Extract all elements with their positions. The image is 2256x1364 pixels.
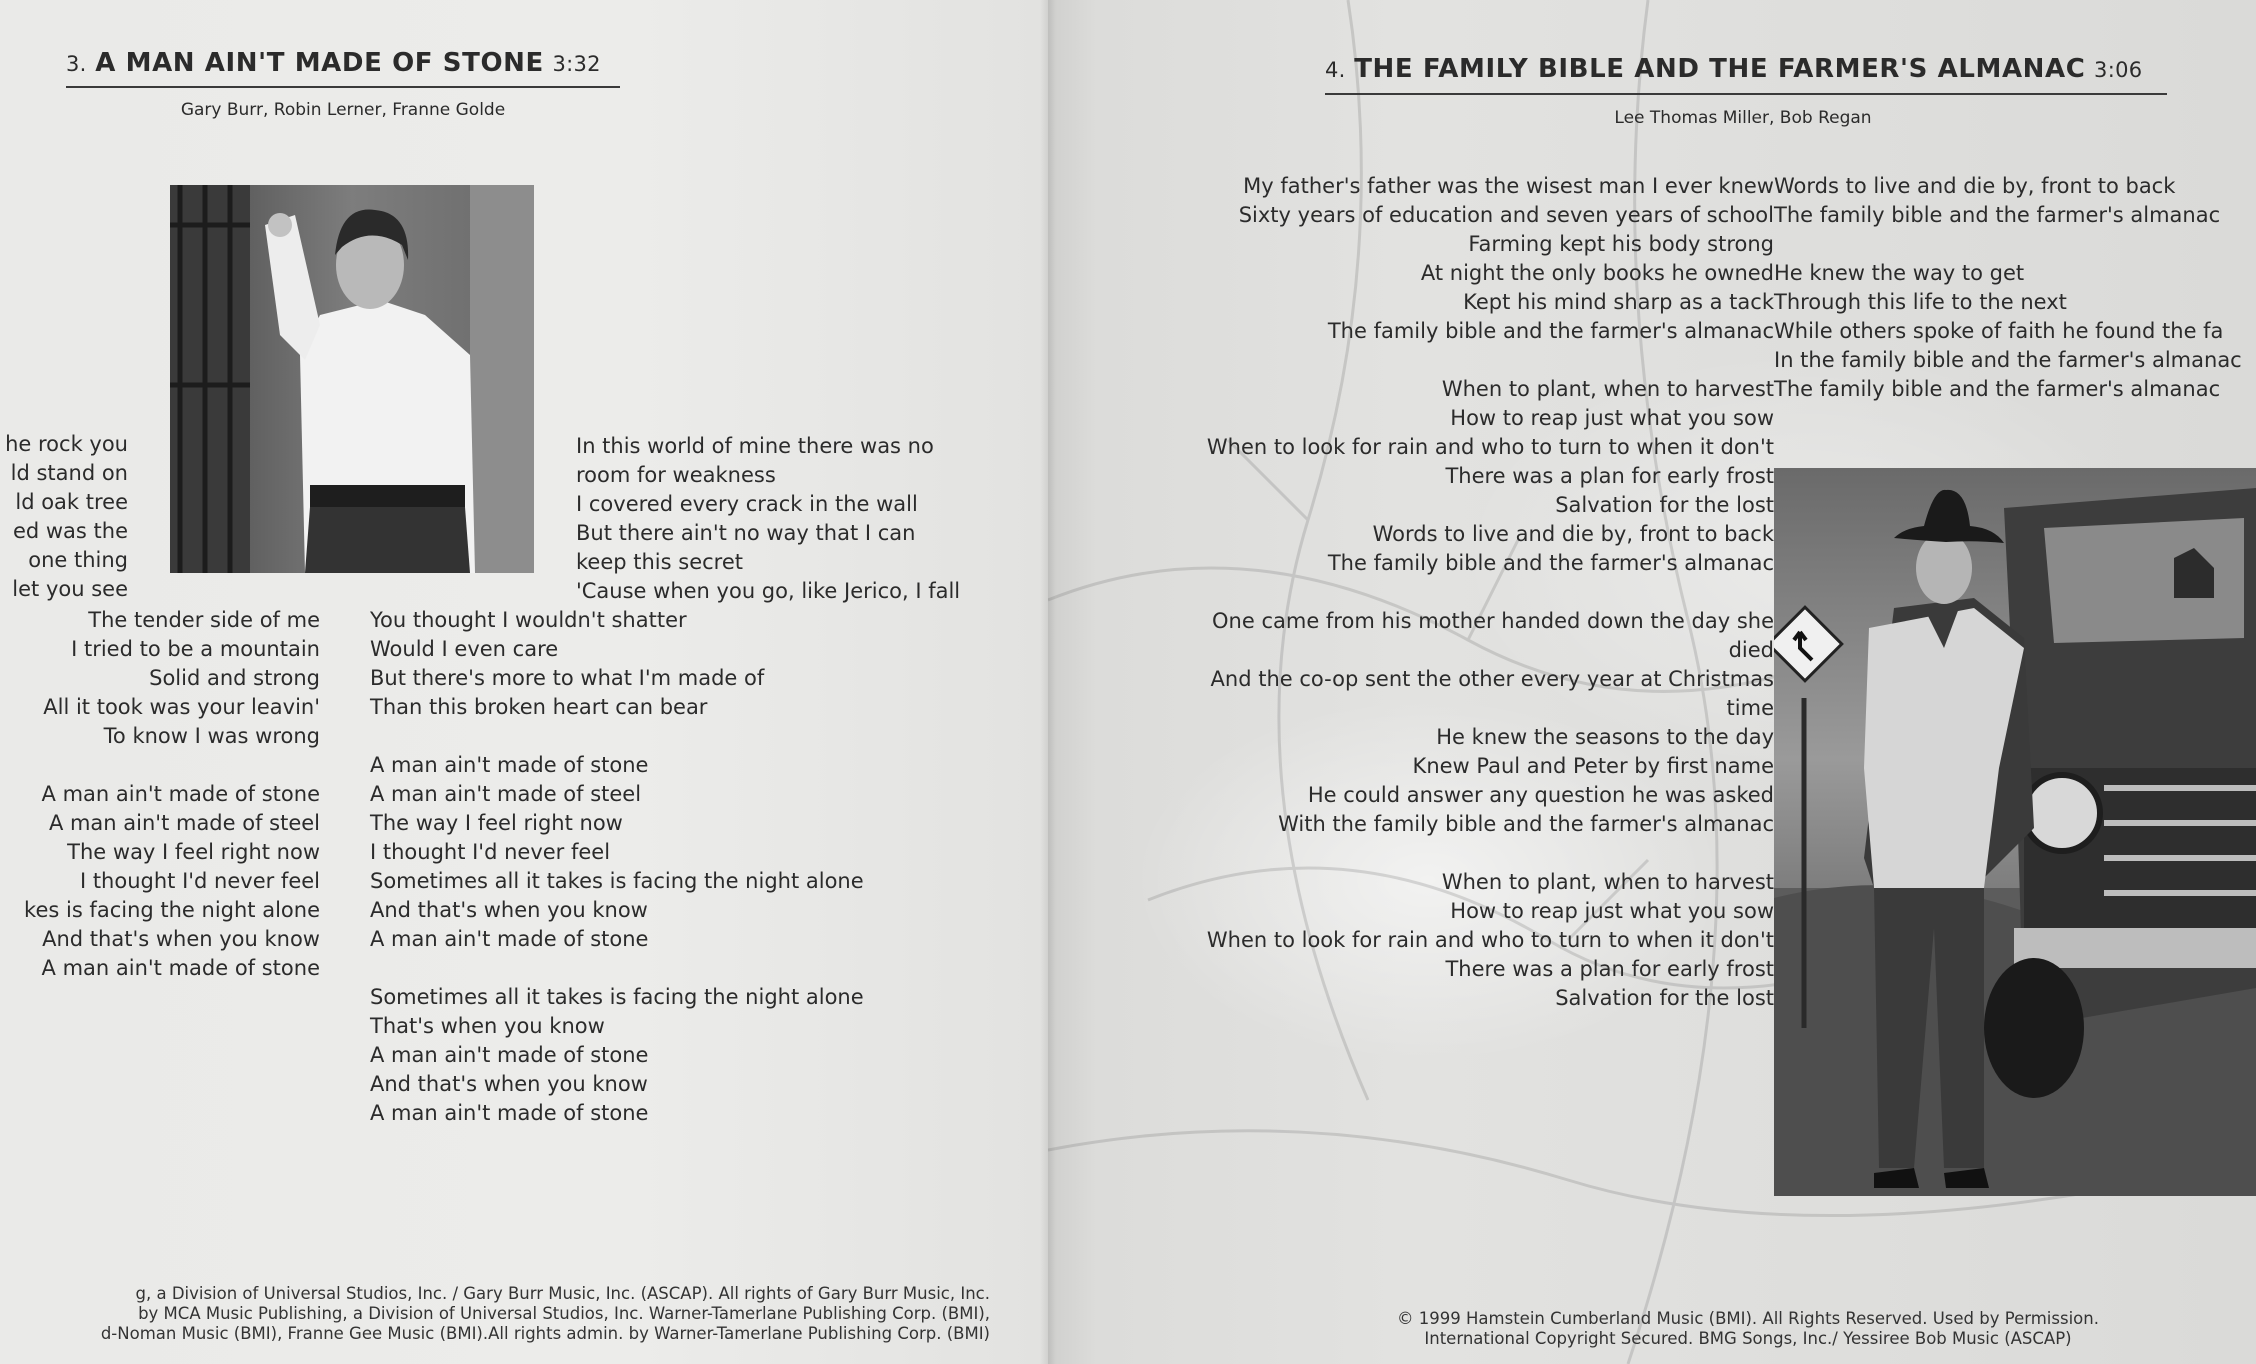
lyric-line: Salvation for the lost [1555,493,1774,517]
lyric-line: One came from his mother handed down the day she [1212,609,1774,633]
lyric-line: But there's more to what I'm made of [370,666,765,690]
lyric-line: A man ain't made of stone [370,753,649,777]
lyric-line: Sometimes all it takes is facing the night alone [370,869,864,893]
lyrics-column-1 [5,430,128,604]
lyric-line: And that's when you know [370,898,648,922]
lyric-line: I covered every crack in the wall [576,492,918,516]
lyric-line: let you see [12,577,128,601]
lyric-line: one thing [28,548,128,572]
lyric-line: With the family bible and the farmer's almanac [1278,812,1774,836]
lyric-line: To know I was wrong [103,724,320,748]
copyright-line: d-Noman Music (BMI), Franne Gee Music (BMI).All rights admin. by Warner-Tamerlane Publishing Corp. (BMI) [100,1324,990,1343]
stanza-break [24,751,320,780]
lyric-line: But there ain't no way that I can [576,521,916,545]
copyright-notice [1348,1309,2148,1349]
lyric-line: I tried to be a mountain [71,637,320,661]
copyright-line: g, a Division of Universal Studios, Inc. / Gary Burr Music, Inc. (ASCAP). All rights of Gary Burr Music, Inc. [135,1284,990,1303]
lyric-line: Salvation for the lost [1555,986,1774,1010]
lyric-line: There was a plan for early frost [1445,464,1774,488]
songwriter-credits: Lee Thomas Miller, Bob Regan [1614,108,1872,128]
lyric-line: Kept his mind sharp as a tack [1463,290,1774,314]
lyric-line: All it took was your leavin' [43,695,320,719]
lyric-line: The family bible and the farmer's almanac [1327,551,1774,575]
lyric-line: When to look for rain and who to turn to when it don't [1206,928,1774,952]
lyric-line: A man ain't made of stone [370,1101,649,1125]
lyric-line: There was a plan for early frost [1445,957,1774,981]
song-title-heading [1325,54,2142,84]
lyric-line: And the co-op sent the other every year at Christmas [1210,667,1774,691]
lyric-line: And that's when you know [42,927,320,951]
artist-photo-truck [1774,468,2256,1196]
lyric-line: kes is facing the night alone [24,898,320,922]
lyric-line: When to plant, when to harvest [1441,377,1774,401]
lyric-line: A man ain't made of stone [41,956,320,980]
stanza-break [1207,839,1774,868]
title-underline [1325,93,2167,95]
track-number: 4. [1325,58,1346,82]
lyric-line: The way I feel right now [67,840,320,864]
artist-photo-portrait [170,185,534,573]
lyric-line: keep this secret [576,550,743,574]
lyric-line: died [1728,638,1774,662]
lyric-line: He knew the way to get [1774,261,2025,285]
copyright-line: International Copyright Secured. BMG Songs, Inc./ Yessiree Bob Music (ASCAP) [1424,1329,2072,1348]
lyric-line: Sometimes all it takes is facing the night alone [370,985,864,1009]
title-underline [66,86,620,88]
lyric-line: The tender side of me [88,608,320,632]
lyric-line: And that's when you know [370,1072,648,1096]
lyric-line: While others spoke of faith he found the fa [1774,319,2224,343]
lyrics-column-1 [1207,172,1774,1013]
lyric-line: A man ain't made of steel [370,782,642,806]
stanza-break [1774,230,2242,259]
lyric-line: Through this life to the next [1774,290,2067,314]
lyric-line: I thought I'd never feel [79,869,320,893]
lyric-line: At night the only books he owned [1420,261,1774,285]
song-title: A MAN AIN'T MADE OF STONE [95,48,544,78]
lyric-line: A man ain't made of stone [370,1043,649,1067]
lyric-line: You thought I wouldn't shatter [370,608,687,632]
lyric-line: Words to live and die by, front to back [1774,174,2176,198]
lyric-line: The family bible and the farmer's almanac [1774,377,2221,401]
lyric-line: When to look for rain and who to turn to when it don't [1206,435,1774,459]
track-number: 3. [66,52,87,76]
book-spine-fold [1040,0,1056,1364]
track-duration: 3:06 [2094,58,2143,82]
lyric-line: Than this broken heart can bear [370,695,708,719]
stanza-break [1207,346,1774,375]
lyric-line: My father's father was the wisest man I ever knew [1243,174,1774,198]
lyrics-column-4 [576,432,960,606]
songwriter-credits: Gary Burr, Robin Lerner, Franne Golde [180,100,506,120]
lyric-line: ld stand on [10,461,128,485]
lyric-line: In the family bible and the farmer's almanac [1774,348,2242,372]
lyric-line: 'Cause when you go, like Jerico, I fall [576,579,961,603]
lyric-line: When to plant, when to harvest [1441,870,1774,894]
copyright-line: © 1999 Hamstein Cumberland Music (BMI). All Rights Reserved. Used by Permission. [1397,1309,2099,1328]
lyric-line: Would I even care [370,637,559,661]
lyric-line: The family bible and the farmer's almanac [1327,319,1774,343]
lyric-line: How to reap just what you sow [1450,899,1774,923]
right-page [1048,0,2256,1364]
lyric-line: He could answer any question he was asked [1307,783,1774,807]
lyric-line: A man ain't made of stone [370,927,649,951]
lyric-line: He knew the seasons to the day [1436,725,1774,749]
lyric-line: room for weakness [576,463,776,487]
lyric-line: ld oak tree [15,490,128,514]
lyric-line: ed was the [12,519,128,543]
lyric-line: How to reap just what you sow [1450,406,1774,430]
copyright-line: by MCA Music Publishing, a Division of Universal Studios, Inc. Warner-Tamerlane Publishing Corp. (BMI), [138,1304,990,1323]
lyric-line: I thought I'd never feel [370,840,611,864]
lyric-line: Sixty years of education and seven years of school [1238,203,1774,227]
stanza-break [370,722,864,751]
lyric-line: That's when you know [370,1014,605,1038]
lyric-line: A man ain't made of steel [48,811,320,835]
lyric-line: Knew Paul and Peter by first name [1412,754,1774,778]
lyric-line: The way I feel right now [370,811,623,835]
lyrics-column-2 [24,606,320,983]
song-title: THE FAMILY BIBLE AND THE FARMER'S ALMANAC [1354,54,2086,84]
copyright-notice [101,1284,990,1344]
song-title-heading [66,48,601,78]
lyric-line: Words to live and die by, front to back [1372,522,1774,546]
lyrics-column-3 [370,606,864,1128]
left-page [0,0,1048,1364]
stanza-break [370,954,864,983]
lyric-line: he rock you [5,432,128,456]
lyric-line: A man ain't made of stone [41,782,320,806]
lyric-line: Farming kept his body strong [1468,232,1774,256]
lyric-line: Solid and strong [149,666,320,690]
lyric-line: The family bible and the farmer's almanac [1774,203,2221,227]
lyric-line: In this world of mine there was no [576,434,934,458]
stanza-break [1207,578,1774,607]
lyric-line: time [1726,696,1774,720]
track-duration: 3:32 [552,52,601,76]
lyrics-column-2 [1774,172,2242,404]
